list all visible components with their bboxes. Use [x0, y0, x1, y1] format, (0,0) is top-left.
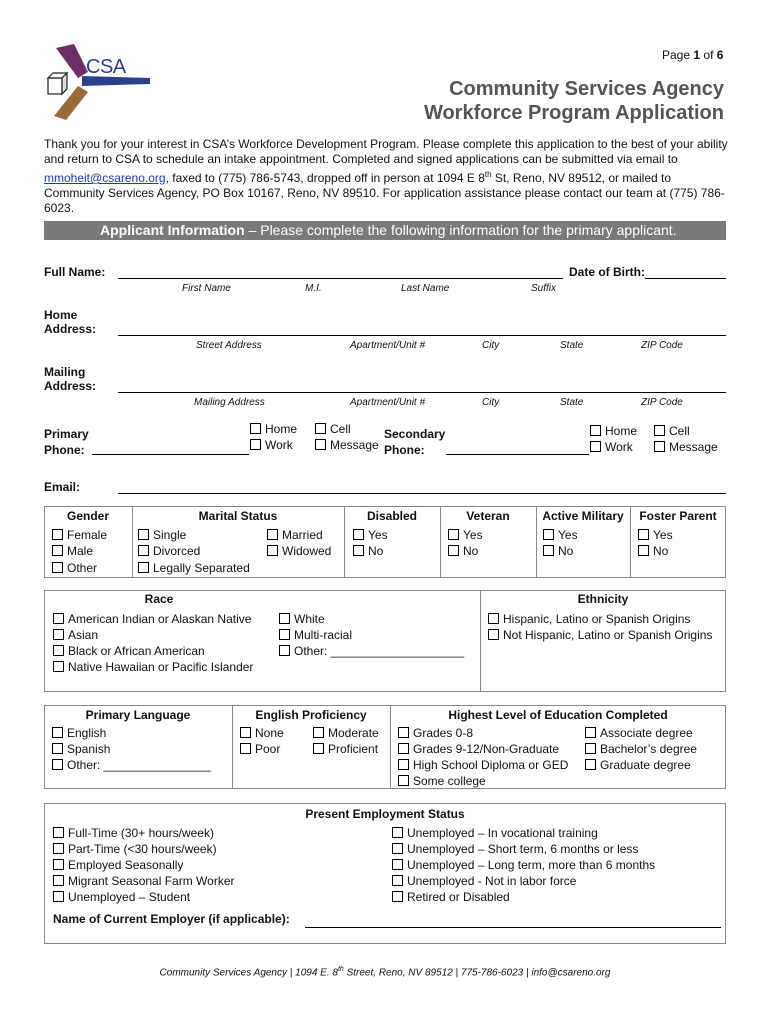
education-high-school[interactable]: High School Diploma or GED	[398, 758, 568, 772]
gender-female[interactable]: Female	[52, 528, 107, 542]
checkbox-icon	[53, 645, 64, 656]
footer: Community Services Agency | 1094 E. 8th Street, Reno, NV 89512 | 775-786-6023 | info@csareno.org	[159, 966, 611, 979]
checkbox-icon	[543, 529, 554, 540]
employment-part-time[interactable]: Part-Time (<30 hours/week)	[53, 842, 217, 856]
checkbox-icon	[53, 629, 64, 640]
mailing-street-caption: Mailing Address	[194, 397, 265, 408]
checkbox-icon	[543, 545, 554, 556]
logo-text: CSA	[86, 56, 126, 78]
primary-home-checkbox[interactable]: Home	[250, 422, 297, 436]
foster-header: Foster Parent	[639, 509, 717, 523]
checkbox-icon	[398, 727, 409, 738]
veteran-yes[interactable]: Yes	[448, 528, 483, 542]
veteran-header: Veteran	[466, 509, 510, 523]
checkbox-icon	[392, 875, 403, 886]
employment-retired[interactable]: Retired or Disabled	[392, 890, 510, 904]
secondary-home-checkbox[interactable]: Home	[590, 424, 637, 438]
language-header: Primary Language	[85, 708, 191, 722]
last-name-caption: Last Name	[401, 283, 450, 294]
checkbox-icon	[315, 439, 326, 450]
page-title: Community Services Agency Workforce Program Application	[423, 78, 724, 124]
education-some-college[interactable]: Some college	[398, 774, 486, 788]
marital-divorced[interactable]: Divorced	[138, 544, 200, 558]
disabled-no[interactable]: No	[353, 544, 383, 558]
race-asian[interactable]: Asian	[53, 628, 98, 642]
checkbox-icon	[392, 859, 403, 870]
secondary-message-checkbox[interactable]: Message	[654, 440, 718, 454]
dob-field[interactable]	[645, 278, 726, 279]
checkbox-icon	[267, 545, 278, 556]
csa-logo	[44, 42, 154, 124]
checkbox-icon	[138, 562, 149, 573]
checkbox-icon	[138, 545, 149, 556]
english-proficient[interactable]: Proficient	[313, 742, 378, 756]
primary-cell-checkbox[interactable]: Cell	[315, 422, 351, 436]
checkbox-icon	[240, 743, 251, 754]
education-associate[interactable]: Associate degree	[585, 726, 693, 740]
employment-short-term[interactable]: Unemployed – Short term, 6 months or less	[392, 842, 638, 856]
employment-long-term[interactable]: Unemployed – Long term, more than 6 months	[392, 858, 655, 872]
employment-vocational[interactable]: Unemployed – In vocational training	[392, 826, 598, 840]
checkbox-icon	[53, 843, 64, 854]
race-pacific-islander[interactable]: Native Hawaiian or Pacific Islander	[53, 660, 253, 674]
race-white[interactable]: White	[279, 612, 325, 626]
mailing-city-caption: City	[482, 397, 500, 408]
checkbox-icon	[240, 727, 251, 738]
secondary-work-checkbox[interactable]: Work	[590, 440, 633, 454]
marital-header: Marital Status	[198, 509, 278, 523]
checkbox-icon	[585, 759, 596, 770]
csa-logo-mark	[44, 42, 154, 124]
checkbox-icon	[138, 529, 149, 540]
checkbox-icon	[638, 545, 649, 556]
full-name-label: Full Name:	[44, 265, 106, 279]
mailing-state-caption: State	[560, 397, 584, 408]
applicant-info-banner	[44, 221, 726, 240]
secondary-phone-label: Secondary Phone:	[384, 427, 446, 457]
primary-work-checkbox[interactable]: Work	[250, 438, 293, 452]
race-header: Race	[144, 592, 174, 606]
checkbox-icon	[353, 545, 364, 556]
education-header: Highest Level of Education Completed	[448, 708, 668, 722]
checkbox-icon	[53, 613, 64, 624]
primary-message-checkbox[interactable]: Message	[315, 438, 379, 452]
checkbox-icon	[448, 545, 459, 556]
checkbox-icon	[392, 843, 403, 854]
marital-separated[interactable]: Legally Separated	[138, 561, 250, 575]
race-multiracial[interactable]: Multi-racial	[279, 628, 352, 642]
veteran-no[interactable]: No	[448, 544, 478, 558]
email-label: Email:	[44, 480, 81, 494]
checkbox-icon	[267, 529, 278, 540]
checkbox-icon	[52, 529, 63, 540]
checkbox-icon	[52, 743, 63, 754]
checkbox-icon	[488, 613, 499, 624]
checkbox-icon	[448, 529, 459, 540]
foster-yes[interactable]: Yes	[638, 528, 673, 542]
english-none[interactable]: None	[240, 726, 284, 740]
mailing-address-label: Mailing Address:	[44, 365, 97, 393]
race-other[interactable]: Other: ____________________	[279, 644, 464, 658]
home-state-caption: State	[560, 340, 584, 351]
military-yes[interactable]: Yes	[543, 528, 578, 542]
employer-field[interactable]	[305, 927, 721, 928]
checkbox-icon	[52, 759, 63, 770]
first-name-caption: First Name	[182, 283, 231, 294]
military-header: Active Military	[542, 509, 624, 523]
secondary-phone-field[interactable]	[446, 454, 589, 455]
mailing-zip-caption: ZIP Code	[641, 397, 683, 408]
gender-male[interactable]: Male	[52, 544, 93, 558]
checkbox-icon	[590, 425, 601, 436]
education-grades-0-8[interactable]: Grades 0-8	[398, 726, 473, 740]
english-proficiency-header: English Proficiency	[255, 708, 367, 722]
disabled-header: Disabled	[366, 509, 417, 523]
email-link[interactable]: mmoheit@csareno.org	[44, 171, 166, 185]
checkbox-icon	[654, 441, 665, 452]
checkbox-icon	[53, 827, 64, 838]
checkbox-icon	[279, 645, 290, 656]
checkbox-icon	[398, 759, 409, 770]
checkbox-icon	[313, 727, 324, 738]
checkbox-icon	[53, 661, 64, 672]
marital-married[interactable]: Married	[267, 528, 323, 542]
checkbox-icon	[488, 629, 499, 640]
english-moderate[interactable]: Moderate	[313, 726, 379, 740]
intro-paragraph: Thank you for your interest in CSA’s Workforce Development Program. Please complete this application to the best of your ability and return to CSA to schedule an intake appointment. Completed and signed applications can be submitted via email to mmoheit@csareno.org, faxed to (775) 786-5743, dropped off in person at 1094 E 8th St, Reno, NV 89512, or mailed to Community Services Agency, PO Box 10167, Reno, NV 89510. For application assistance please contact our team at (775) 786-6023.	[44, 137, 728, 215]
checkbox-icon	[52, 562, 63, 573]
home-address-field[interactable]	[118, 335, 726, 336]
checkbox-icon	[53, 891, 64, 902]
home-city-caption: City	[482, 340, 500, 351]
checkbox-icon	[398, 743, 409, 754]
ethnicity-header: Ethnicity	[577, 592, 629, 606]
checkbox-icon	[279, 613, 290, 624]
email-field[interactable]	[118, 493, 726, 494]
gender-other[interactable]: Other	[52, 561, 97, 575]
checkbox-icon	[250, 423, 261, 434]
education-bachelor[interactable]: Bachelor’s degree	[585, 742, 697, 756]
gender-header: Gender	[66, 509, 109, 523]
home-zip-caption: ZIP Code	[641, 340, 683, 351]
employment-seasonal[interactable]: Employed Seasonally	[53, 858, 183, 872]
checkbox-icon	[654, 425, 665, 436]
checkbox-icon	[353, 529, 364, 540]
checkbox-icon	[250, 439, 261, 450]
secondary-cell-checkbox[interactable]: Cell	[654, 424, 690, 438]
employment-full-time[interactable]: Full-Time (30+ hours/week)	[53, 826, 214, 840]
home-apt-caption: Apartment/Unit #	[350, 340, 426, 351]
checkbox-icon	[585, 727, 596, 738]
checkbox-icon	[585, 743, 596, 754]
language-spanish[interactable]: Spanish	[52, 742, 110, 756]
marital-single[interactable]: Single	[138, 528, 186, 542]
employer-label: Name of Current Employer (if applicable):	[53, 912, 290, 926]
language-english[interactable]: English	[52, 726, 106, 740]
checkbox-icon	[52, 545, 63, 556]
checkbox-icon	[638, 529, 649, 540]
mi-caption: M.I.	[305, 283, 322, 294]
ethnicity-not-hispanic[interactable]: Not Hispanic, Latino or Spanish Origins	[488, 628, 712, 642]
english-poor[interactable]: Poor	[240, 742, 280, 756]
employment-student[interactable]: Unemployed – Student	[53, 890, 190, 904]
checkbox-icon	[52, 727, 63, 738]
checkbox-icon	[279, 629, 290, 640]
checkbox-icon	[590, 441, 601, 452]
dob-label: Date of Birth:	[569, 265, 645, 279]
ethnicity-hispanic[interactable]: Hispanic, Latino or Spanish Origins	[488, 612, 690, 626]
primary-phone-label: Primary Phone:	[44, 427, 89, 457]
race-american-indian[interactable]: American Indian or Alaskan Native	[53, 612, 251, 626]
education-grades-9-12[interactable]: Grades 9-12/Non-Graduate	[398, 742, 559, 756]
primary-phone-field[interactable]	[92, 454, 249, 455]
checkbox-icon	[53, 859, 64, 870]
full-name-field[interactable]	[118, 278, 563, 279]
race-black[interactable]: Black or African American	[53, 644, 205, 658]
employment-not-in-labor-force[interactable]: Unemployed - Not in labor force	[392, 874, 576, 888]
checkbox-icon	[313, 743, 324, 754]
page-number: Page 1 of 6	[662, 48, 724, 62]
mailing-apt-caption: Apartment/Unit #	[350, 397, 426, 408]
checkbox-icon	[398, 775, 409, 786]
military-no[interactable]: No	[543, 544, 573, 558]
foster-no[interactable]: No	[638, 544, 668, 558]
checkbox-icon	[53, 875, 64, 886]
suffix-caption: Suffix	[531, 283, 557, 294]
banner-text: Applicant Information – Please complete the following information for the primary applicant.	[100, 222, 677, 238]
disabled-yes[interactable]: Yes	[353, 528, 388, 542]
language-other[interactable]: Other: ________________	[52, 758, 210, 772]
checkbox-icon	[315, 423, 326, 434]
home-address-label: Home Address:	[44, 308, 97, 336]
education-graduate[interactable]: Graduate degree	[585, 758, 691, 772]
marital-widowed[interactable]: Widowed	[267, 544, 331, 558]
employment-migrant[interactable]: Migrant Seasonal Farm Worker	[53, 874, 235, 888]
checkbox-icon	[392, 827, 403, 838]
mailing-address-field[interactable]	[118, 392, 726, 393]
home-street-caption: Street Address	[196, 340, 262, 351]
checkbox-icon	[392, 891, 403, 902]
employment-header: Present Employment Status	[305, 807, 465, 821]
